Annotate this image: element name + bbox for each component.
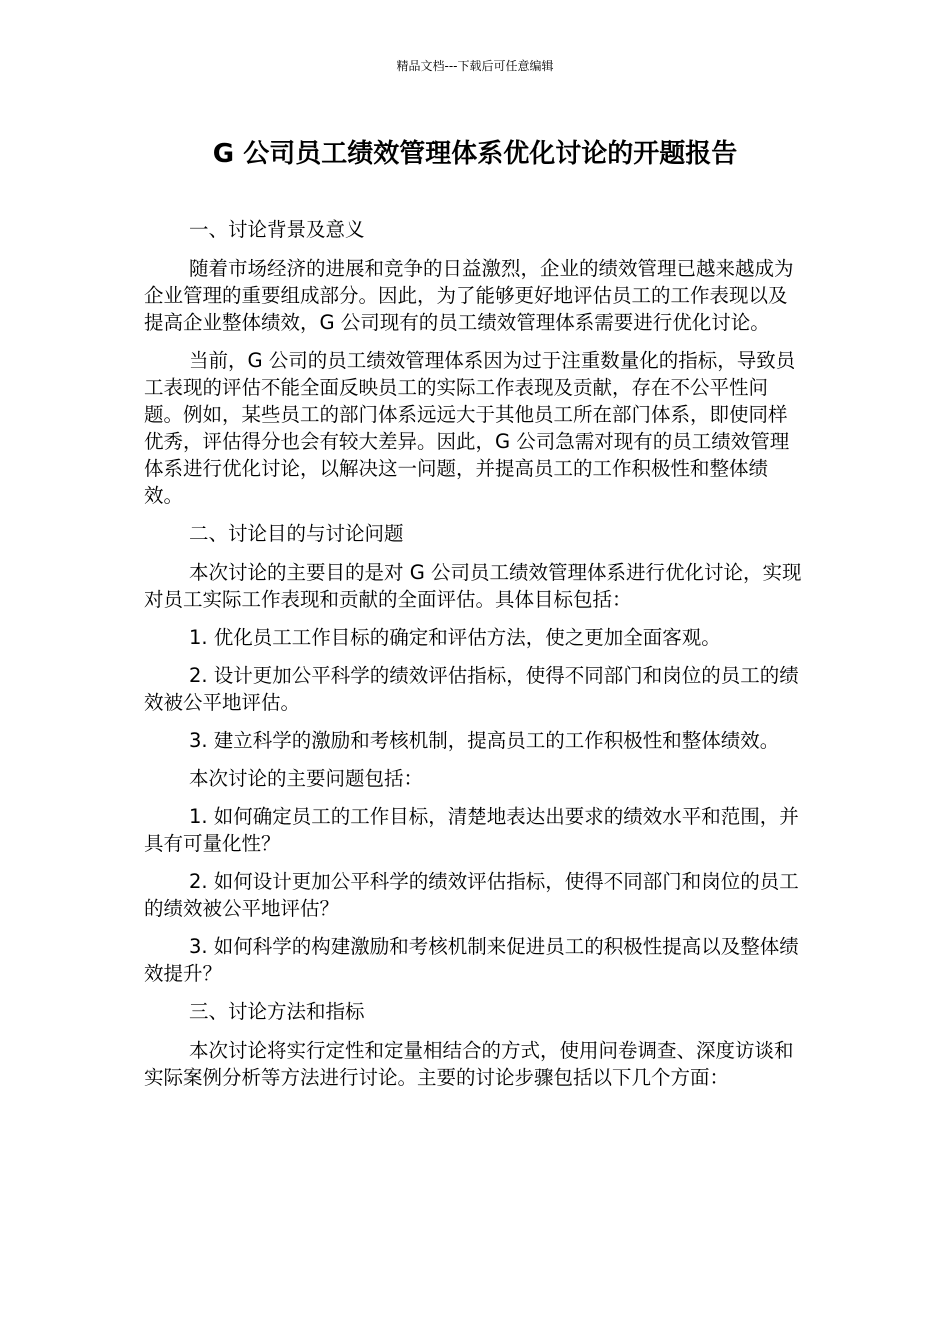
question-item-3: 3. 如何科学的构建激励和考核机制来促进员工的积极性提高以及整体绩效提升？ — [144, 935, 799, 985]
paragraph-objectives-intro: 本次讨论的主要目的是对 G 公司员工绩效管理体系进行优化讨论，实现对员工实际工作表现和贡献的全面评估。具体目标包括： — [144, 561, 802, 611]
section-heading-methods: 三、讨论方法和指标 — [189, 1000, 365, 1023]
objective-item-2: 2. 设计更加公平科学的绩效评估指标，使得不同部门和岗位的员工的绩效被公平地评估。 — [144, 664, 799, 714]
paragraph-methods: 本次讨论将实行定性和定量相结合的方式，使用问卷调查、深度访谈和实际案例分析等方法进行讨论。主要的讨论步骤包括以下几个方面： — [144, 1039, 794, 1089]
question-item-2: 2. 如何设计更加公平科学的绩效评估指标，使得不同部门和岗位的员工的绩效被公平地评估？ — [144, 870, 799, 920]
question-item-1: 1. 如何确定员工的工作目标，清楚地表达出要求的绩效水平和范围，并具有可量化性？ — [144, 805, 799, 855]
paragraph-background-1: 随着市场经济的进展和竞争的日益激烈，企业的绩效管理已越来越成为企业管理的重要组成部分。因此，为了能够更好地评估员工的工作表现以及提高企业整体绩效，G 公司现有的员工绩效管理体系需要进行优化讨论。 — [144, 257, 794, 334]
document-title: G 公司员工绩效管理体系优化讨论的开题报告 — [212, 139, 738, 169]
section-heading-background: 一、讨论背景及意义 — [189, 218, 365, 241]
objective-item-3: 3. 建立科学的激励和考核机制，提高员工的工作积极性和整体绩效。 — [189, 729, 780, 752]
objective-item-1: 1. 优化员工工作目标的确定和评估方法，使之更加全面客观。 — [189, 626, 721, 649]
page-header: 精品文档---下载后可任意编辑 — [396, 59, 554, 73]
paragraph-background-2: 当前，G 公司的员工绩效管理体系因为过于注重数量化的指标，导致员工表现的评估不能全面反映员工的实际工作表现及贡献，存在不公平性问题。例如，某些员工的部门体系远远大于其他员工所在部门体系，即使同样优秀，评估得分也会有较大差异。因此，G 公司急需对现有的员工绩效管理体系进行优化讨论，以解决这一问题，并提高员工的工作积极性和整体绩效。 — [144, 349, 796, 507]
paragraph-questions-intro: 本次讨论的主要问题包括： — [189, 767, 424, 790]
document-body — [144, 216, 804, 1102]
section-heading-objectives: 二、讨论目的与讨论问题 — [189, 522, 404, 545]
